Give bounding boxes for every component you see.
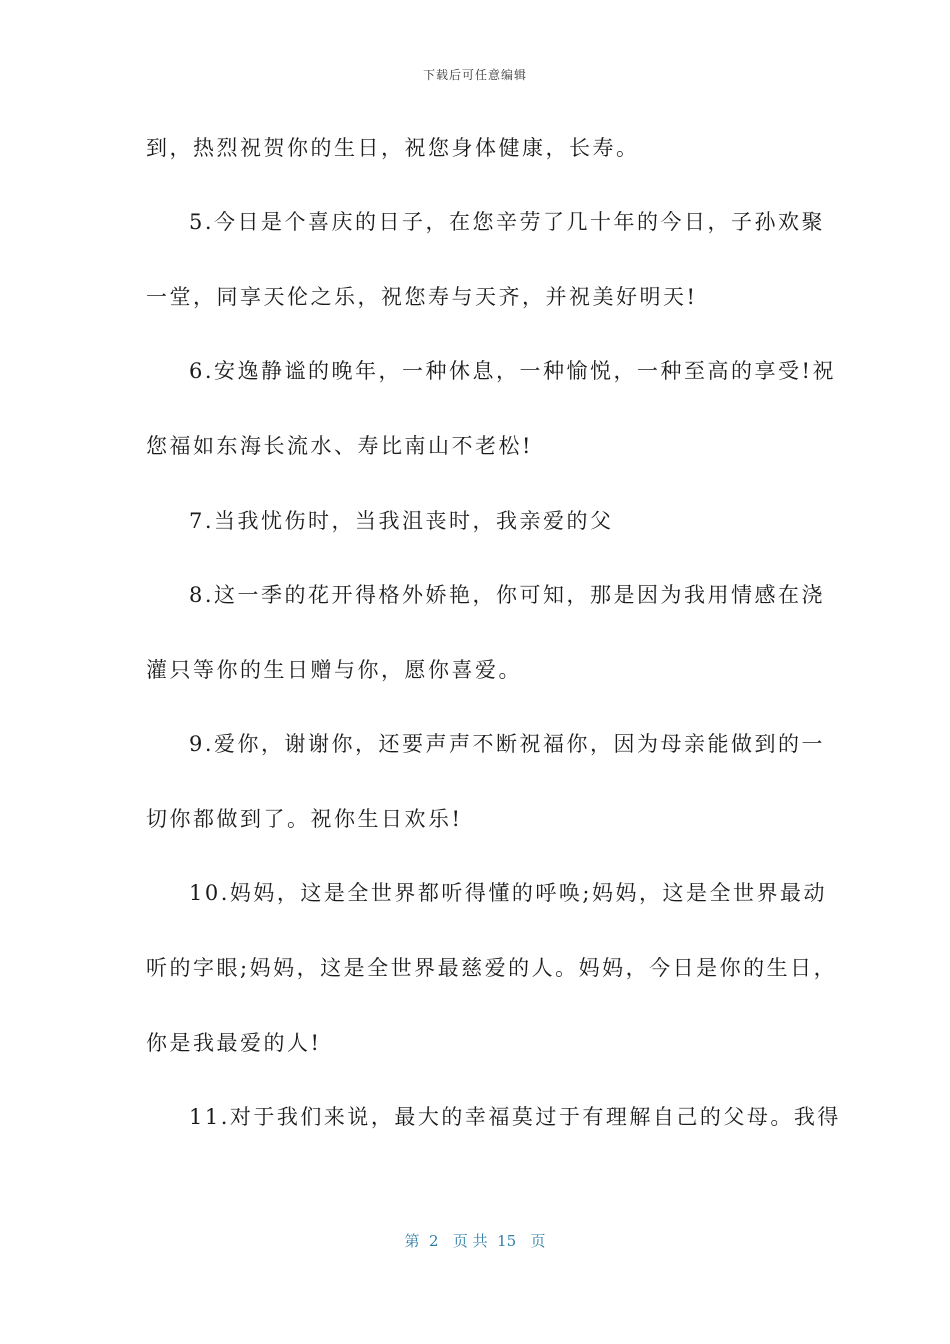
text-line: 您福如东海长流水、寿比南山不老松! — [146, 434, 533, 458]
text-line: 5.今日是个喜庆的日子，在您辛劳了几十年的今日，子孙欢聚 — [189, 210, 826, 234]
text-line: 8.这一季的花开得格外娇艳，你可知，那是因为我用情感在浇 — [189, 583, 826, 607]
page-number-footer: 第 2 页 共 15 页 — [404, 1232, 546, 1250]
text-line: 听的字眼;妈妈，这是全世界最慈爱的人。妈妈，今日是你的生日， — [146, 956, 838, 980]
text-line: 6.安逸静谧的晚年，一种休息，一种愉悦，一种至高的享受!祝 — [189, 359, 836, 383]
text-line: 你是我最爱的人! — [146, 1031, 322, 1055]
text-line: 10.妈妈，这是全世界都听得懂的呼唤;妈妈，这是全世界最动 — [189, 881, 827, 905]
text-line: 11.对于我们来说，最大的幸福莫过于有理解自己的父母。我得 — [189, 1105, 841, 1129]
text-line: 9.爱你，谢谢你，还要声声不断祝福你，因为母亲能做到的一 — [189, 732, 826, 756]
text-line: 到，热烈祝贺你的生日，祝您身体健康，长寿。 — [146, 136, 640, 160]
page-header: 下载后可任意编辑 — [422, 68, 527, 82]
text-line: 灌只等你的生日赠与你，愿你喜爱。 — [146, 658, 522, 682]
text-line: 切你都做到了。祝你生日欢乐! — [146, 807, 463, 831]
text-line: 一堂，同享天伦之乐，祝您寿与天齐，并祝美好明天! — [146, 285, 698, 309]
text-line: 7.当我忧伤时，当我沮丧时，我亲爱的父 — [189, 509, 614, 533]
